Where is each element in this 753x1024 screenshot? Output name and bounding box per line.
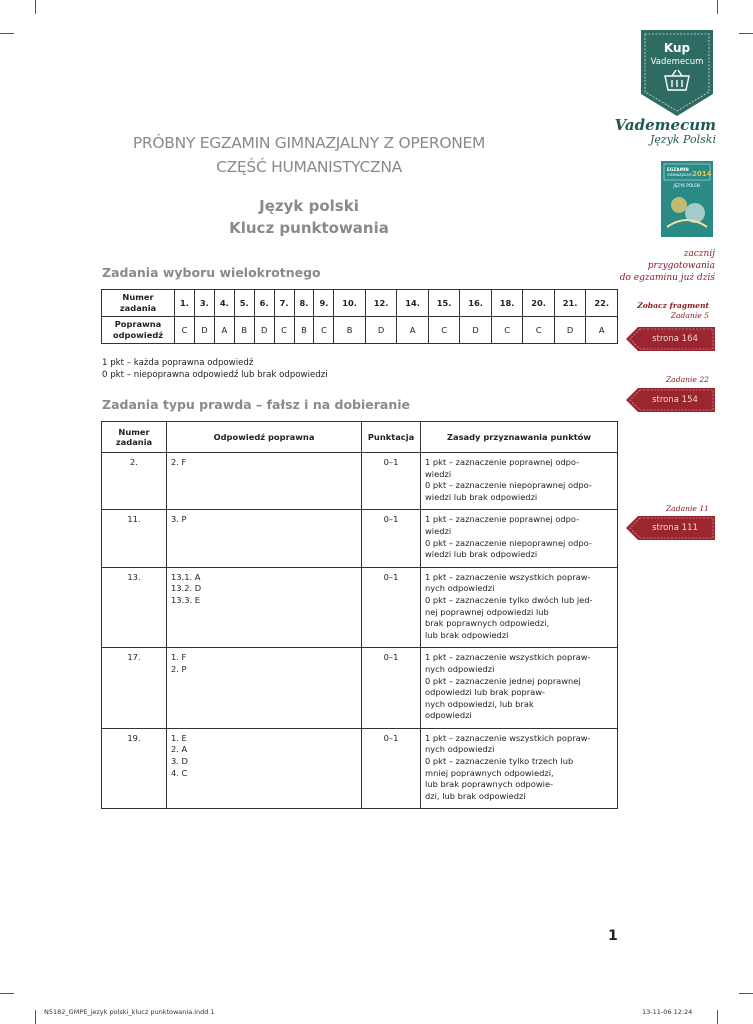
rule-line: wiedzi lub brak odpowiedzi — [425, 549, 538, 560]
scoring-note: 1 pkt – każda poprawna odpowiedź — [102, 358, 254, 368]
brand-subtitle: Język Polski — [649, 133, 716, 146]
table-row — [102, 648, 618, 729]
answer-cell: D — [554, 317, 586, 344]
svg-text:GIMNAZJALNY: GIMNAZJALNY — [667, 173, 692, 177]
table-row — [102, 317, 618, 344]
fragment-title: Zobacz fragment — [637, 301, 709, 310]
table-row — [102, 728, 618, 809]
rule-line: dzi, lub brak odpowiedzi — [425, 790, 526, 801]
crop-mark — [739, 993, 753, 994]
task-number-cell: 1. — [175, 290, 195, 317]
rule-line: wiedzi — [425, 525, 452, 536]
correct-answer-cell — [167, 728, 362, 809]
task-number-cell: 21. — [554, 290, 586, 317]
task-label: Zadanie 5 — [670, 311, 709, 320]
section-title-tf: Zadania typu prawda – fałsz i na dobieranie — [102, 397, 411, 412]
ribbon-label[interactable]: strona 111 — [652, 523, 698, 533]
svg-text:2014: 2014 — [692, 170, 712, 178]
rule-line: 1 pkt – zaznaczenie wszystkich popraw- — [425, 652, 591, 663]
task-number-cell: 14. — [397, 290, 429, 317]
scoring-rule — [425, 733, 613, 756]
answer-line: 1. F — [171, 652, 187, 663]
scoring-rule — [425, 538, 613, 561]
scoring-rules-cell — [421, 567, 618, 648]
crop-mark — [0, 33, 14, 34]
brand-name: Vademecum — [614, 116, 716, 134]
badge-title: Kup — [663, 41, 691, 55]
rule-line: odpowiedzi lub brak popraw- — [425, 687, 546, 698]
scoring-rules-cell — [421, 510, 618, 567]
rule-line: mniej poprawnych odpowiedzi, — [425, 767, 554, 778]
scoring-note: 0 pkt – niepoprawna odpowiedź lub brak odpowiedzi — [102, 370, 328, 380]
column-header: Punktacja — [362, 422, 421, 453]
row-header: Poprawna odpowiedź — [102, 317, 175, 344]
buy-vademecum-badge[interactable] — [641, 30, 713, 116]
crop-mark — [717, 0, 718, 14]
rule-line: odpowiedzi — [425, 710, 472, 721]
brand-block — [612, 116, 716, 146]
crop-mark — [35, 1010, 36, 1024]
task-number-cell: 13. — [102, 567, 167, 648]
task-number-cell: 22. — [586, 290, 618, 317]
answer-cell: A — [586, 317, 618, 344]
scoring-rule — [425, 652, 613, 675]
rule-line: 0 pkt – zaznaczenie tylko dwóch lub jed- — [425, 594, 593, 605]
task-number-cell: 10. — [334, 290, 366, 317]
task-number-cell: 9. — [314, 290, 334, 317]
points-cell: 0–1 — [362, 648, 421, 729]
task-label: Zadanie 22 — [665, 375, 709, 384]
scoring-rule — [425, 756, 613, 802]
answer-cell: C — [491, 317, 523, 344]
exam-title-line1: PRÓBNY EGZAMIN GIMNAZJALNY Z OPERONEM — [132, 134, 486, 152]
scoring-rules-cell — [421, 728, 618, 809]
table-header-row — [102, 422, 618, 453]
subject-heading — [100, 195, 518, 239]
rule-line: lub brak odpowiedzi — [425, 629, 509, 640]
answer-cell: C — [314, 317, 334, 344]
section-title-mc: Zadania wyboru wielokrotnego — [102, 265, 321, 280]
answer-line: 3. D — [171, 756, 188, 767]
answer-cell: A — [214, 317, 234, 344]
column-header: Numer zadania — [102, 422, 167, 453]
task-number-cell: 5. — [234, 290, 254, 317]
task-number-cell: 4. — [214, 290, 234, 317]
answer-line: 3. P — [171, 514, 187, 525]
table-row — [102, 567, 618, 648]
scoring-rule — [425, 480, 613, 503]
rule-line: 0 pkt – zaznaczenie niepoprawnej odpo- — [425, 537, 592, 548]
task-number-cell: 3. — [194, 290, 214, 317]
subject-name: Język polski — [259, 197, 359, 215]
answer-cell: D — [254, 317, 274, 344]
exam-title — [100, 131, 518, 179]
task-number-cell: 20. — [523, 290, 555, 317]
table-row — [102, 510, 618, 567]
badge-subtitle: Vademecum — [650, 57, 704, 67]
promo-tagline: zacznij przygotowania do egzaminu już dziś — [619, 249, 715, 283]
crop-mark — [739, 33, 753, 34]
correct-answer-cell — [167, 453, 362, 510]
rule-line: nych odpowiedzi — [425, 663, 495, 674]
rule-line: nej poprawnej odpowiedzi lub — [425, 606, 549, 617]
ribbon-label[interactable]: strona 164 — [652, 334, 698, 344]
crop-mark — [717, 1010, 718, 1024]
correct-answer-cell — [167, 648, 362, 729]
answer-line: 4. C — [171, 767, 188, 778]
scoring-rules-cell — [421, 648, 618, 729]
answer-cell: C — [274, 317, 294, 344]
svg-text:JĘZYK POLSKI: JĘZYK POLSKI — [673, 183, 701, 188]
task-number-cell: 6. — [254, 290, 274, 317]
scoring-rules-cell — [421, 453, 618, 510]
answer-line: 13.3. E — [171, 594, 200, 605]
task-number-cell: 17. — [102, 648, 167, 729]
table-row — [102, 453, 618, 510]
task-number-cell: 19. — [102, 728, 167, 809]
answer-cell: A — [397, 317, 429, 344]
points-cell: 0–1 — [362, 453, 421, 510]
rule-line: wiedzi — [425, 468, 452, 479]
true-false-table — [101, 421, 618, 809]
rule-line: 0 pkt – zaznaczenie tylko trzech lub — [425, 756, 574, 767]
rule-line: lub brak poprawnych odpowie- — [425, 779, 554, 790]
rule-line: nych odpowiedzi — [425, 744, 495, 755]
answer-line: 13.1. A — [171, 571, 201, 582]
scoring-rule — [425, 595, 613, 641]
correct-answer-cell — [167, 510, 362, 567]
answer-line: 13.2. D — [171, 583, 202, 594]
fragment-label — [637, 301, 709, 321]
rule-line: 1 pkt – zaznaczenie wszystkich popraw- — [425, 571, 591, 582]
rule-line: brak poprawnych odpowiedzi, — [425, 618, 550, 629]
scoring-rule — [425, 457, 613, 480]
crop-mark — [0, 993, 14, 994]
points-cell: 0–1 — [362, 728, 421, 809]
svg-text:EGZAMIN: EGZAMIN — [667, 167, 689, 172]
row-header: Numer zadania — [102, 290, 175, 317]
answer-cell: C — [428, 317, 460, 344]
task-number-cell: 18. — [491, 290, 523, 317]
task-number-cell: 8. — [294, 290, 314, 317]
rule-line: nych odpowiedzi — [425, 583, 495, 594]
answer-line: 2. A — [171, 744, 188, 755]
crop-mark — [35, 0, 36, 14]
answer-cell: D — [194, 317, 214, 344]
rule-line: 1 pkt – zaznaczenie poprawnej odpo- — [425, 457, 580, 467]
points-cell: 0–1 — [362, 567, 421, 648]
rule-line: 1 pkt – zaznaczenie poprawnej odpo- — [425, 514, 580, 525]
answer-cell: D — [460, 317, 492, 344]
answer-cell: D — [365, 317, 397, 344]
answer-cell: C — [523, 317, 555, 344]
task-number-cell: 11. — [102, 510, 167, 567]
answer-cell: B — [234, 317, 254, 344]
column-header: Odpowiedź poprawna — [167, 422, 362, 453]
answer-cell: B — [294, 317, 314, 344]
rule-line: 1 pkt – zaznaczenie wszystkich popraw- — [425, 732, 591, 743]
table-row — [102, 290, 618, 317]
task-number-cell: 2. — [102, 453, 167, 510]
task-number-cell: 7. — [274, 290, 294, 317]
task-number-cell: 15. — [428, 290, 460, 317]
multiple-choice-table — [101, 289, 618, 344]
answer-line: 2. P — [171, 663, 187, 674]
answer-line: 2. F — [171, 457, 187, 467]
document-type: Klucz punktowania — [229, 219, 389, 237]
scoring-rule — [425, 514, 613, 537]
task-number-cell: 12. — [365, 290, 397, 317]
task-label: Zadanie 11 — [665, 504, 709, 513]
scoring-rule — [425, 676, 613, 722]
ribbon-label[interactable]: strona 154 — [652, 395, 698, 405]
footer-timestamp: 13-11-06 12:24 — [642, 1008, 693, 1016]
column-header: Zasady przyznawania punktów — [421, 422, 618, 453]
answer-line: 1. E — [171, 732, 187, 743]
answer-cell: B — [334, 317, 366, 344]
points-cell: 0–1 — [362, 510, 421, 567]
rule-line: wiedzi lub brak odpowiedzi — [425, 491, 538, 502]
footer-filename: N5182_GMPE_jezyk polski_klucz punktowania.indd 1 — [44, 1008, 215, 1016]
answer-cell: C — [175, 317, 195, 344]
rule-line: nych odpowiedzi, lub brak — [425, 698, 534, 709]
page-number: 1 — [608, 928, 618, 944]
scoring-rule — [425, 572, 613, 595]
rule-line: 0 pkt – zaznaczenie jednej poprawnej — [425, 675, 581, 686]
rule-line: 0 pkt – zaznaczenie niepoprawnej odpo- — [425, 480, 592, 491]
exam-title-line2: CZĘŚĆ HUMANISTYCZNA — [216, 158, 402, 176]
task-number-cell: 16. — [460, 290, 492, 317]
correct-answer-cell — [167, 567, 362, 648]
book-cover-image[interactable] — [661, 161, 713, 237]
